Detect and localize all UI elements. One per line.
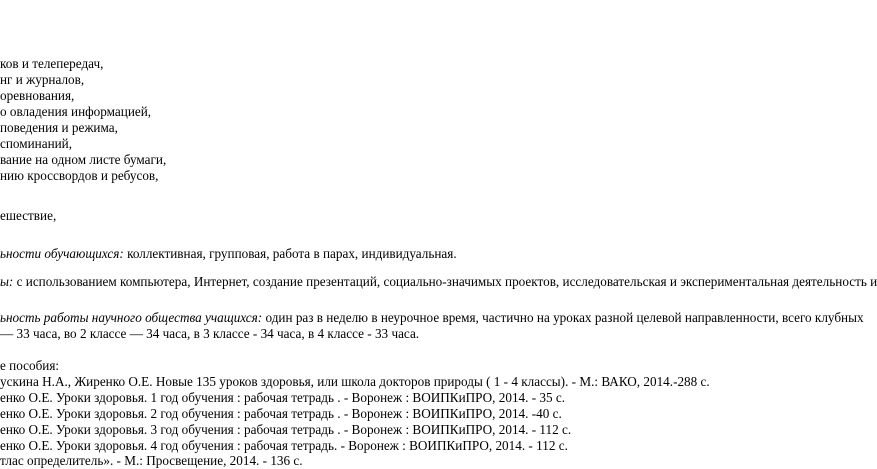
list-item: оревнования,: [0, 88, 75, 103]
methods-paragraph: [0, 274, 877, 290]
frequency-paragraph: [0, 310, 864, 326]
frequency-text: один раз в неделю в неурочное время, частично на уроках разной целевой направленности, всего клубных: [262, 310, 864, 325]
forms-label: ьности обучающихся:: [0, 246, 124, 261]
list-item: споминаний,: [0, 136, 73, 151]
list-item: вание на одном листе бумаги,: [0, 152, 167, 167]
aids-heading: е пособия:: [0, 358, 60, 373]
list-item: поведения и режима,: [0, 120, 118, 135]
list-item: о овладения информацией,: [0, 104, 152, 119]
methods-text: с использованием компьютера, Интернет, создание презентаций, социально-значимых проектов, исследовательская и экспериментальная деятельность и: [13, 274, 877, 289]
reference-item: ускина Н.А., Жиренко О.Е. Новые 135 уроков здоровья, или школа докторов природы ( 1 - 4 классы). - М.: ВАКО, 2014.-288 с.: [0, 374, 710, 389]
frequency-label: ьность работы научного общества учащихся:: [0, 310, 263, 325]
forms-text: коллективная, групповая, работа в парах, индивидуальная.: [123, 246, 457, 261]
frequency-line-2: — 33 часа, во 2 классе — 34 часа, в 3 классе - 34 часа, в 4 классе - 33 часа.: [0, 326, 420, 341]
list-item: нию кроссвордов и ребусов,: [0, 168, 159, 183]
reference-item: тлас определитель». - М.: Просвещение, 2014. - 136 с.: [0, 453, 303, 468]
reference-item: енко О.Е. Уроки здоровья. 2 год обучения : рабочая тетрадь . - Воронеж : ВОИПКиПРО, 2014. -40 с.: [0, 406, 562, 421]
list-item: нг и журналов,: [0, 72, 85, 87]
methods-label: ы:: [0, 274, 14, 289]
reference-item: енко О.Е. Уроки здоровья. 4 год обучения : рабочая тетрадь. - Воронеж : ВОИПКиПРО, 2014. - 112 с.: [0, 438, 568, 453]
reference-item: енко О.Е. Уроки здоровья. 1 год обучения : рабочая тетрадь . - Воронеж : ВОИПКиПРО, 2014. - 35 с.: [0, 390, 566, 405]
forms-paragraph: [0, 246, 457, 262]
reference-item: енко О.Е. Уроки здоровья. 3 год обучения : рабочая тетрадь . - Воронеж : ВОИПКиПРО, 2014. - 112 с.: [0, 422, 572, 437]
list-item: ков и телепередач,: [0, 56, 104, 71]
list-item-travel: ешествие,: [0, 208, 57, 223]
